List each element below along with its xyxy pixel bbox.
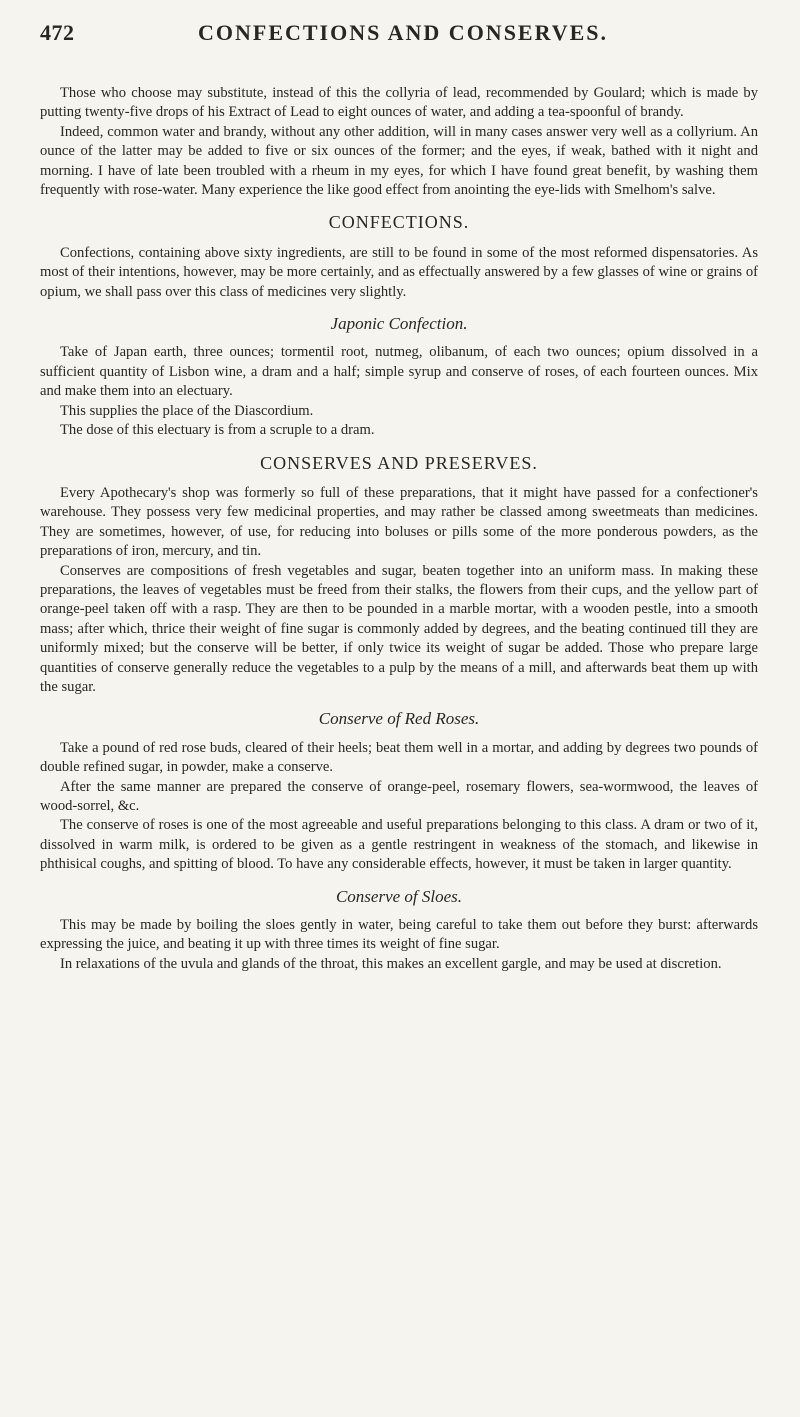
conserves-paragraph-2: Conserves are compositions of fresh vegetables and sugar, beaten together into an uniform mass. In making these preparations, the leaves of vegetables must be freed from their stalks, the flowers from their cups, and the yellow part of orange-peel taken off with a rasp. They are then to be pounded in a marble mortar, with a wooden pestle, into a smooth mass; after which, thrice their weight of fine sugar is commonly added by degrees, and the beating continued till they are uniformly mixed; but the conserve will be better, if only twice its weight of sugar be added. Those who prepare large quantities of conserve generally reduce the vegetables to a pulp by the means of a mill, and afterwards beat them up with the sugar.	[40, 562, 758, 695]
intro-paragraph-1: Those who choose may substitute, instead of this the collyria of lead, recommended by Goulard; which is made by putting twenty-five drops of his Extract of Lead to eight ounces of water, and adding a tea-spoonful of brandy.	[40, 85, 758, 121]
sloes-paragraph-2: In relaxations of the uvula and glands of the throat, this makes an excellent gargle, and may be used at discretion.	[60, 955, 722, 972]
section-title-confections: CONFECTIONS.	[328, 212, 470, 233]
page-body	[40, 84, 758, 974]
intro-paragraph-2: Indeed, common water and brandy, without any other addition, will in many cases answer very well as a collyrium. An ounce of the latter may be added to five or six ounces of the former; and the eyes, if weak, bathed with it night and morning. I have of late been troubled with a rheum in my eyes, for which I have found great benefit, by washing them frequently with rose-water. Many experience the like good effect from anointing the eye-lids with Smelhom's salve.	[40, 123, 758, 199]
subheading-japonic-confection: Japonic Confection.	[330, 314, 468, 334]
japonic-paragraph-3: The dose of this electuary is from a scruple to a dram.	[60, 422, 375, 439]
section-title-conserves: CONSERVES AND PRESERVES.	[260, 452, 538, 473]
page-number: 472	[40, 20, 75, 45]
conserves-paragraph-1: Every Apothecary's shop was formerly so full of these preparations, that it might have passed for a confectioner's warehouse. They possess very few medicinal properties, and may rather be classed among sweetmeats than medicines. They are sometimes, however, of use, for reducing into boluses or pills some of the more ponderous powders, as the preparations of iron, mercury, and tin.	[40, 484, 758, 560]
red-roses-paragraph-1: Take a pound of red rose buds, cleared of their heels; beat them well in a mortar, and adding by degrees two pounds of double refined sugar, in powder, make a conserve.	[40, 739, 758, 776]
confections-paragraph: Confections, containing above sixty ingredients, are still to be found in some of the most reformed dispensatories. As most of their intentions, however, may be more certainly, and as effectually answered by a few glasses of wine or grains of opium, we shall pass over this class of medicines very slightly.	[40, 244, 758, 300]
running-title: CONFECTIONS AND CONSERVES.	[198, 20, 609, 45]
subheading-conserve-red-roses: Conserve of Red Roses.	[318, 709, 480, 729]
sloes-paragraph-1: This may be made by boiling the sloes gently in water, being careful to take them out before they burst: afterwards expressing the juice, and beating it up with three times its weight of fine sugar.	[40, 917, 758, 953]
red-roses-paragraph-2: After the same manner are prepared the conserve of orange-peel, rosemary flowers, sea-wormwood, the leaves of wood-sorrel, &c.	[40, 778, 758, 814]
japonic-paragraph-2: This supplies the place of the Diascordium.	[60, 402, 314, 419]
subheading-conserve-sloes: Conserve of Sloes.	[335, 886, 463, 906]
red-roses-paragraph-3: The conserve of roses is one of the most agreeable and useful preparations belonging to this class. A dram or two of it, dissolved in warm milk, is ordered to be given as a gentle restringent in weakness of the stomach, and likewise in phthisical coughs, and spitting of blood. To have any considerable effects, however, it must be taken in larger quantity.	[40, 817, 758, 873]
page-header	[40, 20, 780, 60]
japonic-paragraph-1: Take of Japan earth, three ounces; tormentil root, nutmeg, olibanum, of each two ounces; opium dissolved in a sufficient quantity of Lisbon wine, a dram and a half; simple syrup and conserve of roses, of each fourteen ounces. Mix and make them into an electuary.	[40, 344, 758, 400]
